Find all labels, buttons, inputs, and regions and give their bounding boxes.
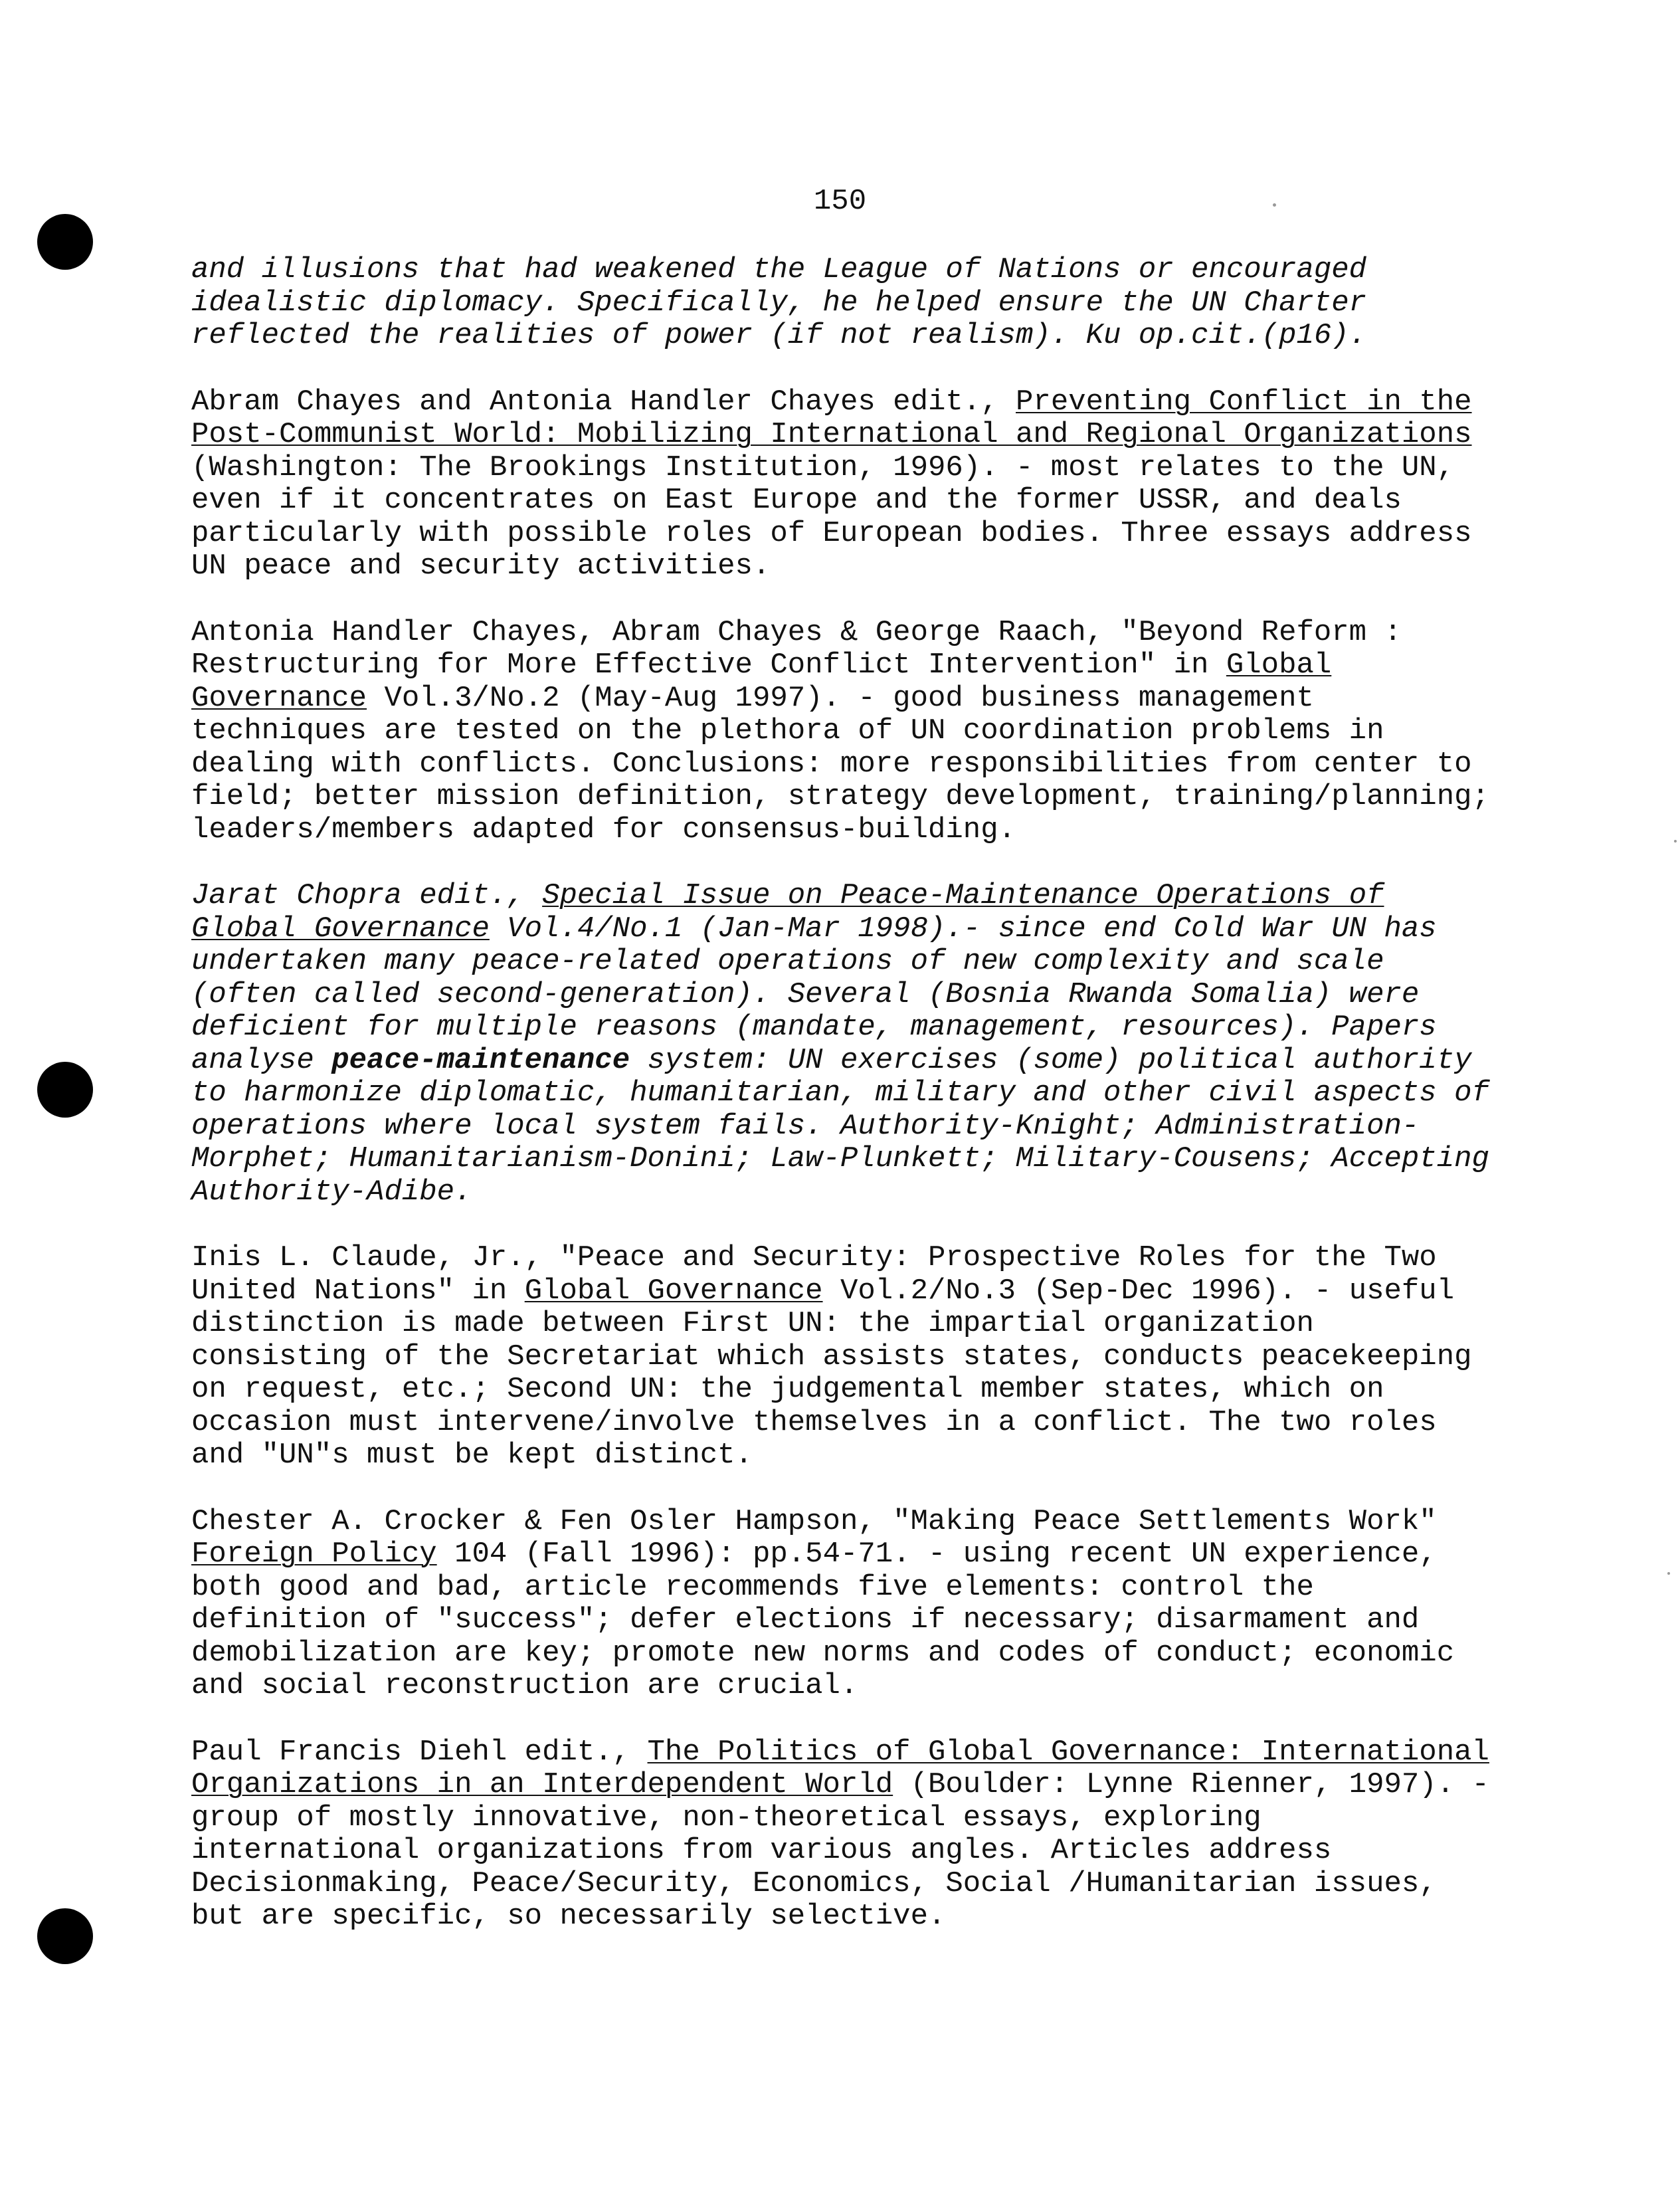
page-number: 150 — [813, 185, 867, 218]
entry-author: Paul Francis Diehl edit., — [191, 1735, 648, 1769]
entry-annotation: (Boulder: Lynne Rienner, 1997). - group of mostly innovative, non-theoretical essays, exploring international organizations from various angles. Articles address Decisionmaking, Peace/Security, Economics, Social /Humanitarian issues, but are specific, so necessarily selective. — [191, 1768, 1489, 1933]
bibliography-entry-claude — [191, 1242, 1493, 1472]
binder-hole-bottom — [37, 1908, 93, 1964]
entry-annotation: Vol.4/No.1 (Jan-Mar 1998).- since end Cold War UN has undertaken many peace-related operations of new complexity and scale (often called second-generation). Several (Bosnia Rwanda Somalia) were deficient for multiple reasons (mandate, management, resources). Papers analyse — [191, 912, 1437, 1077]
entry-emphasis: peace-maintenance — [331, 1043, 630, 1077]
entry-title: The Politics of Global Governance: International Organizations in an Interdependent World — [191, 1735, 1489, 1801]
scan-speck — [1273, 203, 1276, 207]
entry-title: Global Governance — [191, 649, 1332, 715]
entry-annotation-end: system: UN exercises (some) political authority to harmonize diplomatic, humanitarian, military and other civil aspects of operations where local system fails. Authority-Knight; Administration-Morphet; Humanitarianism-Donini; Law-Plunkett; Military-Cousens; Accepting Authority-Adibe. — [191, 1043, 1489, 1209]
entry-author: Inis L. Claude, Jr., "Peace and Security: Prospective Roles for the Two United Nations" in — [191, 1241, 1437, 1308]
bibliography-entry-diehl — [191, 1736, 1493, 1934]
entry-title: Special Issue on Peace-Maintenance Operations of Global Governance — [191, 879, 1384, 946]
bibliography-entry-ku-continuation — [191, 254, 1493, 353]
bibliography-entry-chayes-preventing — [191, 386, 1493, 583]
entry-title: Foreign Policy — [191, 1538, 437, 1571]
entry-annotation: 104 (Fall 1996): pp.54-71. - using recent UN experience, both good and bad, article recommends five elements: control the definition of "success"; defer elections if necessary; disarmament and demobilization are key; promote new norms and codes of conduct; economic and social reconstruction are crucial. — [191, 1538, 1455, 1702]
binder-hole-middle — [37, 1062, 93, 1118]
entry-annotation: Vol.2/No.3 (Sep-Dec 1996). - useful distinction is made between First UN: the impartial organization consisting of the Secretariat which assists states, conducts peacekeeping on request, etc.; Second UN: the judgemental member states, which on occasion must intervene/involve themselves in a conflict. The two roles and "UN"s must be kept distinct. — [191, 1274, 1472, 1472]
entry-author: Abram Chayes and Antonia Handler Chayes edit., — [191, 385, 1016, 419]
entry-title: Preventing Conflict in the Post-Communist World: Mobilizing International and Regional Organizations — [191, 385, 1472, 451]
entry-author: Chester A. Crocker & Fen Osler Hampson, "Making Peace Settlements Work" — [191, 1504, 1437, 1538]
entry-text: and illusions that had weakened the League of Nations or encouraged idealistic diplomacy. Specifically, he helped ensure the UN Charter reflected the realities of power (if not realism). Ku op.cit.(p16). — [191, 253, 1367, 352]
bibliography-list — [191, 254, 1493, 1967]
entry-annotation: (Washington: The Brookings Institution, 1996). - most relates to the UN, even if it concentrates on East Europe and the former USSR, and deals particularly with possible roles of European bodies. Three essays address UN peace and security activities. — [191, 450, 1472, 583]
entry-title: Global Governance — [524, 1274, 823, 1308]
scan-speck — [1674, 840, 1677, 843]
binder-hole-top — [37, 214, 93, 270]
bibliography-entry-chopra — [191, 880, 1493, 1209]
entry-author: Antonia Handler Chayes, Abram Chayes & George Raach, "Beyond Reform : Restructuring for More Effective Conflict Intervention" in — [191, 615, 1402, 682]
scan-speck — [1667, 1572, 1670, 1575]
bibliography-entry-chayes-beyond-reform — [191, 617, 1493, 847]
bibliography-entry-crocker — [191, 1506, 1493, 1703]
entry-author: Jarat Chopra edit., — [191, 879, 543, 912]
entry-annotation: Vol.3/No.2 (May-Aug 1997). - good business management techniques are tested on the plethora of UN coordination problems in dealing with conflicts. Conclusions: more responsibilities from center to field; better mission definition, strategy development, training/planning; leaders/members adapted for consensus-building. — [191, 681, 1489, 847]
